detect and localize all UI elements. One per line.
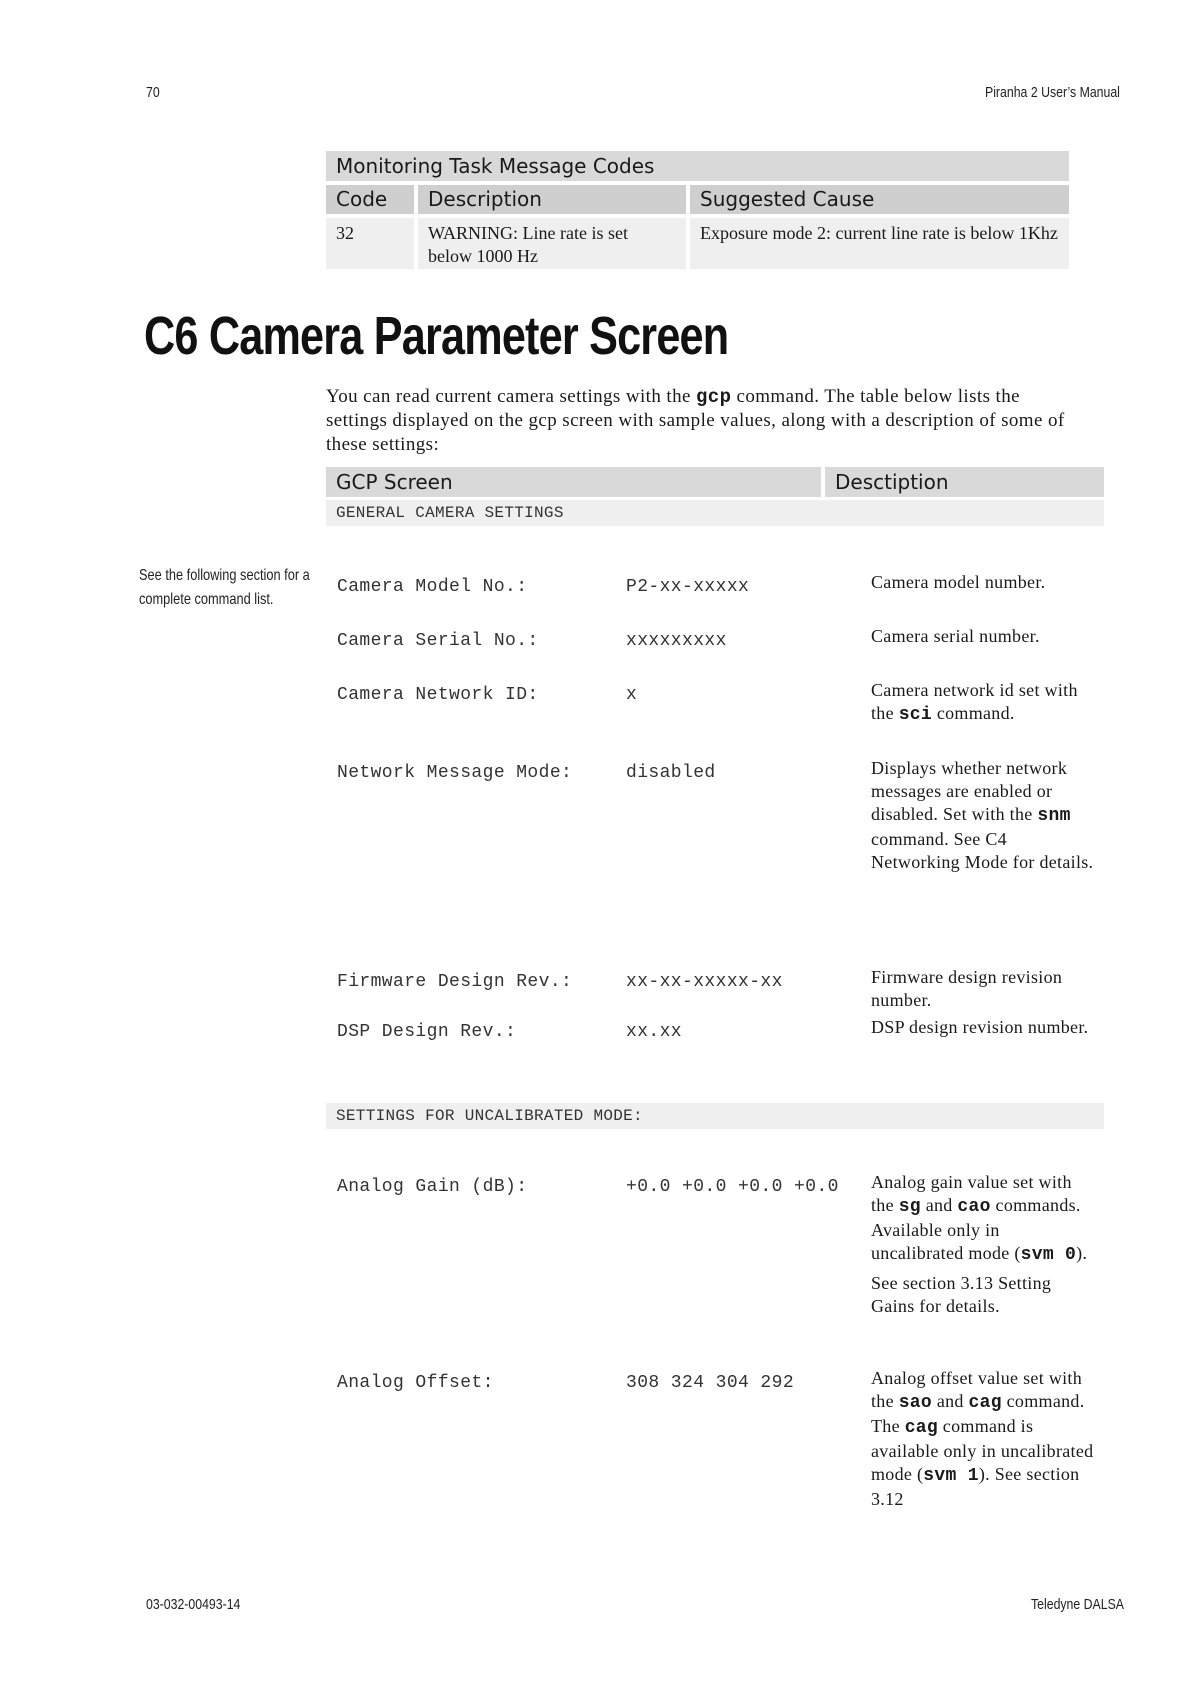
description-text: commands. Available only in uncalibrated mode ( (871, 1195, 1081, 1263)
description-text: DSP design revision number. (871, 1017, 1089, 1037)
description-text: command. (932, 703, 1015, 723)
description-text: See section 3.13 Setting Gains for details. (871, 1273, 1052, 1316)
table-cell-description: WARNING: Line rate is set below 1000 Hz (418, 218, 686, 269)
command-cao: cao (957, 1197, 991, 1217)
description-text: command. The (871, 1391, 1085, 1436)
description-text: Camera network id set with the (871, 680, 1078, 723)
description-text: Camera serial number. (871, 626, 1040, 646)
side-note: See the following section for a complete command list. (139, 567, 310, 608)
doc-number: 03-032-00493-14 (146, 1596, 241, 1613)
setting-value: x (626, 685, 638, 705)
command-svm-1: svm 1 (923, 1466, 979, 1486)
setting-label: Firmware Design Rev.: (337, 972, 573, 992)
command-svm-0: svm 0 (1020, 1245, 1077, 1265)
description-text: and (920, 1195, 958, 1215)
column-header-code: Code (326, 185, 414, 214)
setting-value: disabled (626, 763, 716, 783)
intro-text-end: command. The table below lists the settings displayed on the gcp screen with sample values, along with a description of some of these settings: (326, 386, 1065, 455)
table-cell-suggested-cause: Exposure mode 2: current line rate is below 1Khz (690, 218, 1069, 269)
setting-description (871, 625, 1096, 653)
setting-value: +0.0 +0.0 +0.0 +0.0 (626, 1177, 839, 1197)
setting-description (871, 1171, 1096, 1323)
setting-value: xxxxxxxxx (626, 631, 727, 651)
command-sci: sci (898, 705, 933, 725)
setting-value: xx-xx-xxxxx-xx (626, 972, 783, 992)
monitoring-table-title: Monitoring Task Message Codes (326, 151, 1069, 181)
intro-paragraph (326, 385, 1086, 457)
description-text: Analog gain value set with the (871, 1172, 1072, 1215)
page-number: 70 (146, 84, 160, 101)
column-header-description: Description (418, 185, 686, 214)
setting-label: Camera Network ID: (337, 685, 539, 705)
description-text: Camera model number. (871, 572, 1046, 592)
setting-description (871, 1367, 1096, 1516)
setting-label: Camera Serial No.: (337, 631, 539, 651)
setting-description (871, 757, 1096, 879)
band-uncalibrated-mode: SETTINGS FOR UNCALIBRATED MODE: (326, 1103, 1104, 1129)
description-text: command. See C4 Networking Mode for details. (871, 829, 1094, 872)
command-cag: cag (904, 1418, 938, 1438)
description-text: Analog offset value set with the (871, 1368, 1083, 1411)
setting-value: 308 324 304 292 (626, 1373, 795, 1393)
column-header-desctiption: Desctiption (825, 467, 1104, 497)
command-sg: sg (898, 1197, 921, 1217)
setting-description (871, 571, 1096, 599)
setting-label: Analog Gain (dB): (337, 1177, 528, 1197)
intro-text-start: You can read current camera settings with the (326, 386, 696, 407)
column-header-gcp-screen: GCP Screen (326, 467, 821, 497)
description-text: Firmware design revision number. (871, 967, 1063, 1010)
command-gcp: gcp (695, 386, 732, 408)
setting-description (871, 679, 1096, 732)
setting-description (871, 966, 1096, 1017)
column-header-suggested-cause: Suggested Cause (690, 185, 1069, 214)
setting-label: Network Message Mode: (337, 763, 573, 783)
company-name: Teledyne DALSA (1031, 1596, 1124, 1613)
setting-label: Analog Offset: (337, 1373, 494, 1393)
description-text: ). See section 3.12 (871, 1464, 1080, 1509)
setting-label: Camera Model No.: (337, 577, 528, 597)
description-text: Displays whether network messages are enabled or disabled. Set with the (871, 758, 1068, 824)
command-sao: sao (898, 1393, 933, 1413)
description-text: ). (1076, 1243, 1088, 1263)
command-cag: cag (968, 1393, 1002, 1413)
section-title: C6 Camera Parameter Screen (144, 306, 729, 366)
setting-value: P2-xx-xxxxx (626, 577, 750, 597)
description-text: command is available only in uncalibrated mode ( (871, 1416, 1094, 1484)
command-snm: snm (1037, 806, 1071, 826)
setting-value: xx.xx (626, 1022, 683, 1042)
manual-title: Piranha 2 User’s Manual (985, 84, 1120, 101)
band-general-camera-settings: GENERAL CAMERA SETTINGS (326, 500, 1104, 526)
table-cell-code: 32 (326, 218, 414, 269)
description-text: and (932, 1391, 969, 1411)
setting-label: DSP Design Rev.: (337, 1022, 517, 1042)
setting-description (871, 1016, 1096, 1044)
